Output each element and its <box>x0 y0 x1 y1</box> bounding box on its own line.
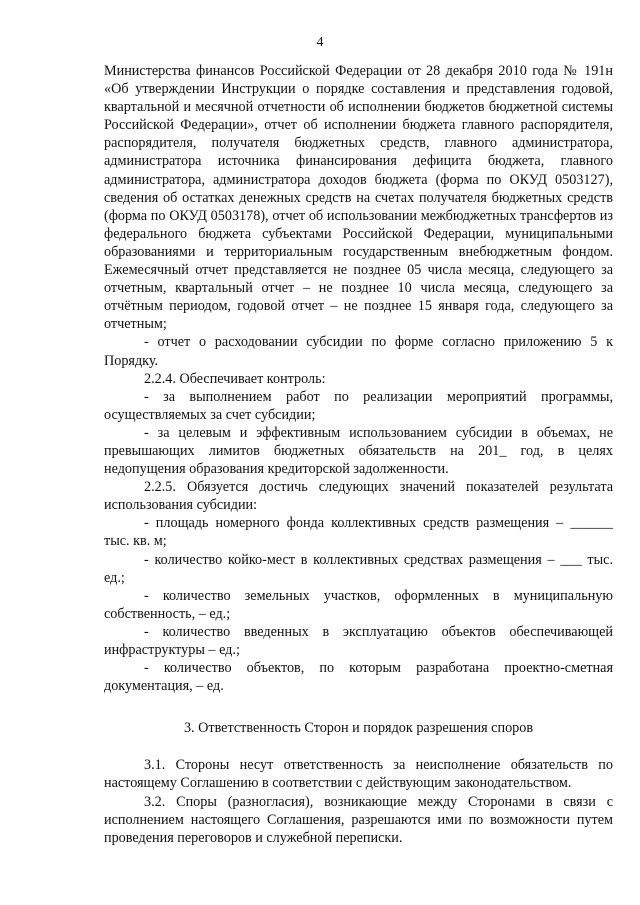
page-number: 4 <box>316 35 324 50</box>
paragraph-ministry-report: Министерства финансов Российской Федерации от 28 декабря 2010 года № 191н «Об утверждении Инструкции о порядке составления и представления годовой, квартальной и месячной отчетности об исполнении бюджетов бюджетной системы Российской Федерации», отчет об исполнении бюджета главного распорядителя, распорядителя, получателя бюджетных средств, главного администратора, администратора источника финансирования дефицита бюджета, главного администратора, администратора доходов бюджета (форма по ОКУД 0503127), сведения об остатках денежных средств на счетах получателя бюджетных средств (форма по ОКУД 0503178), отчет об использовании межбюджетных трансфертов из федерального бюджета субъектами Российской Федерации, муниципальными образованиями и территориальным государственным внебюджетным фондом. Ежемесячный отчет представляется не позднее 05 числа месяца, следующего за отчетным, квартальный отчет – не позднее 10 числа месяца, следующего за отчётным периодом, годовой отчет – не позднее 15 января года, следующего за отчетным; <box>104 63 613 333</box>
indicator-infrastructure: - количество введенных в эксплуатацию объектов обеспечивающей инфраструктуры – ед.; <box>104 623 613 658</box>
paragraph-control-works: - за выполнением работ по реализации мероприятий программы, осуществляемых за счет субсидии; <box>104 388 613 423</box>
paragraph-2-2-4: 2.2.4. Обеспечивает контроль: <box>144 370 326 387</box>
paragraph-control-target-use: - за целевым и эффективным использованием субсидии в объемах, не превышающих лимитов бюджетных обязательств на 201_ год, в целях недопущения образования кредиторской задолженности. <box>104 424 613 478</box>
indicator-room-area: - площадь номерного фонда коллективных средств размещения – ______ тыс. кв. м; <box>104 515 613 550</box>
document-body <box>104 62 613 847</box>
paragraph-3-1: 3.1. Стороны несут ответственность за неисполнение обязательств по настоящему Соглашению в соответствии с действующим законодательством. <box>104 757 613 792</box>
section-3-heading: 3. Ответственность Сторон и порядок разрешения споров <box>183 720 534 737</box>
indicator-design-docs: - количество объектов, по которым разработана проектно-сметная документация, – ед. <box>104 660 613 695</box>
indicator-beds: - количество койко-мест в коллективных средствах размещения – ___ тыс. ед.; <box>104 551 613 586</box>
indicator-land-plots: - количество земельных участков, оформленных в муниципальную собственность, – ед.; <box>104 587 613 622</box>
paragraph-3-2: 3.2. Споры (разногласия), возникающие между Сторонами в связи с исполнением настоящего Соглашения, разрешаются ими по возможности путем проведения переговоров и служебной переписки. <box>104 793 613 846</box>
paragraph-subsidy-report: - отчет о расходовании субсидии по форме согласно приложению 5 к Порядку. <box>104 334 613 369</box>
paragraph-2-2-5: 2.2.5. Обязуется достичь следующих значений показателей результата использования субсидии: <box>104 479 613 514</box>
